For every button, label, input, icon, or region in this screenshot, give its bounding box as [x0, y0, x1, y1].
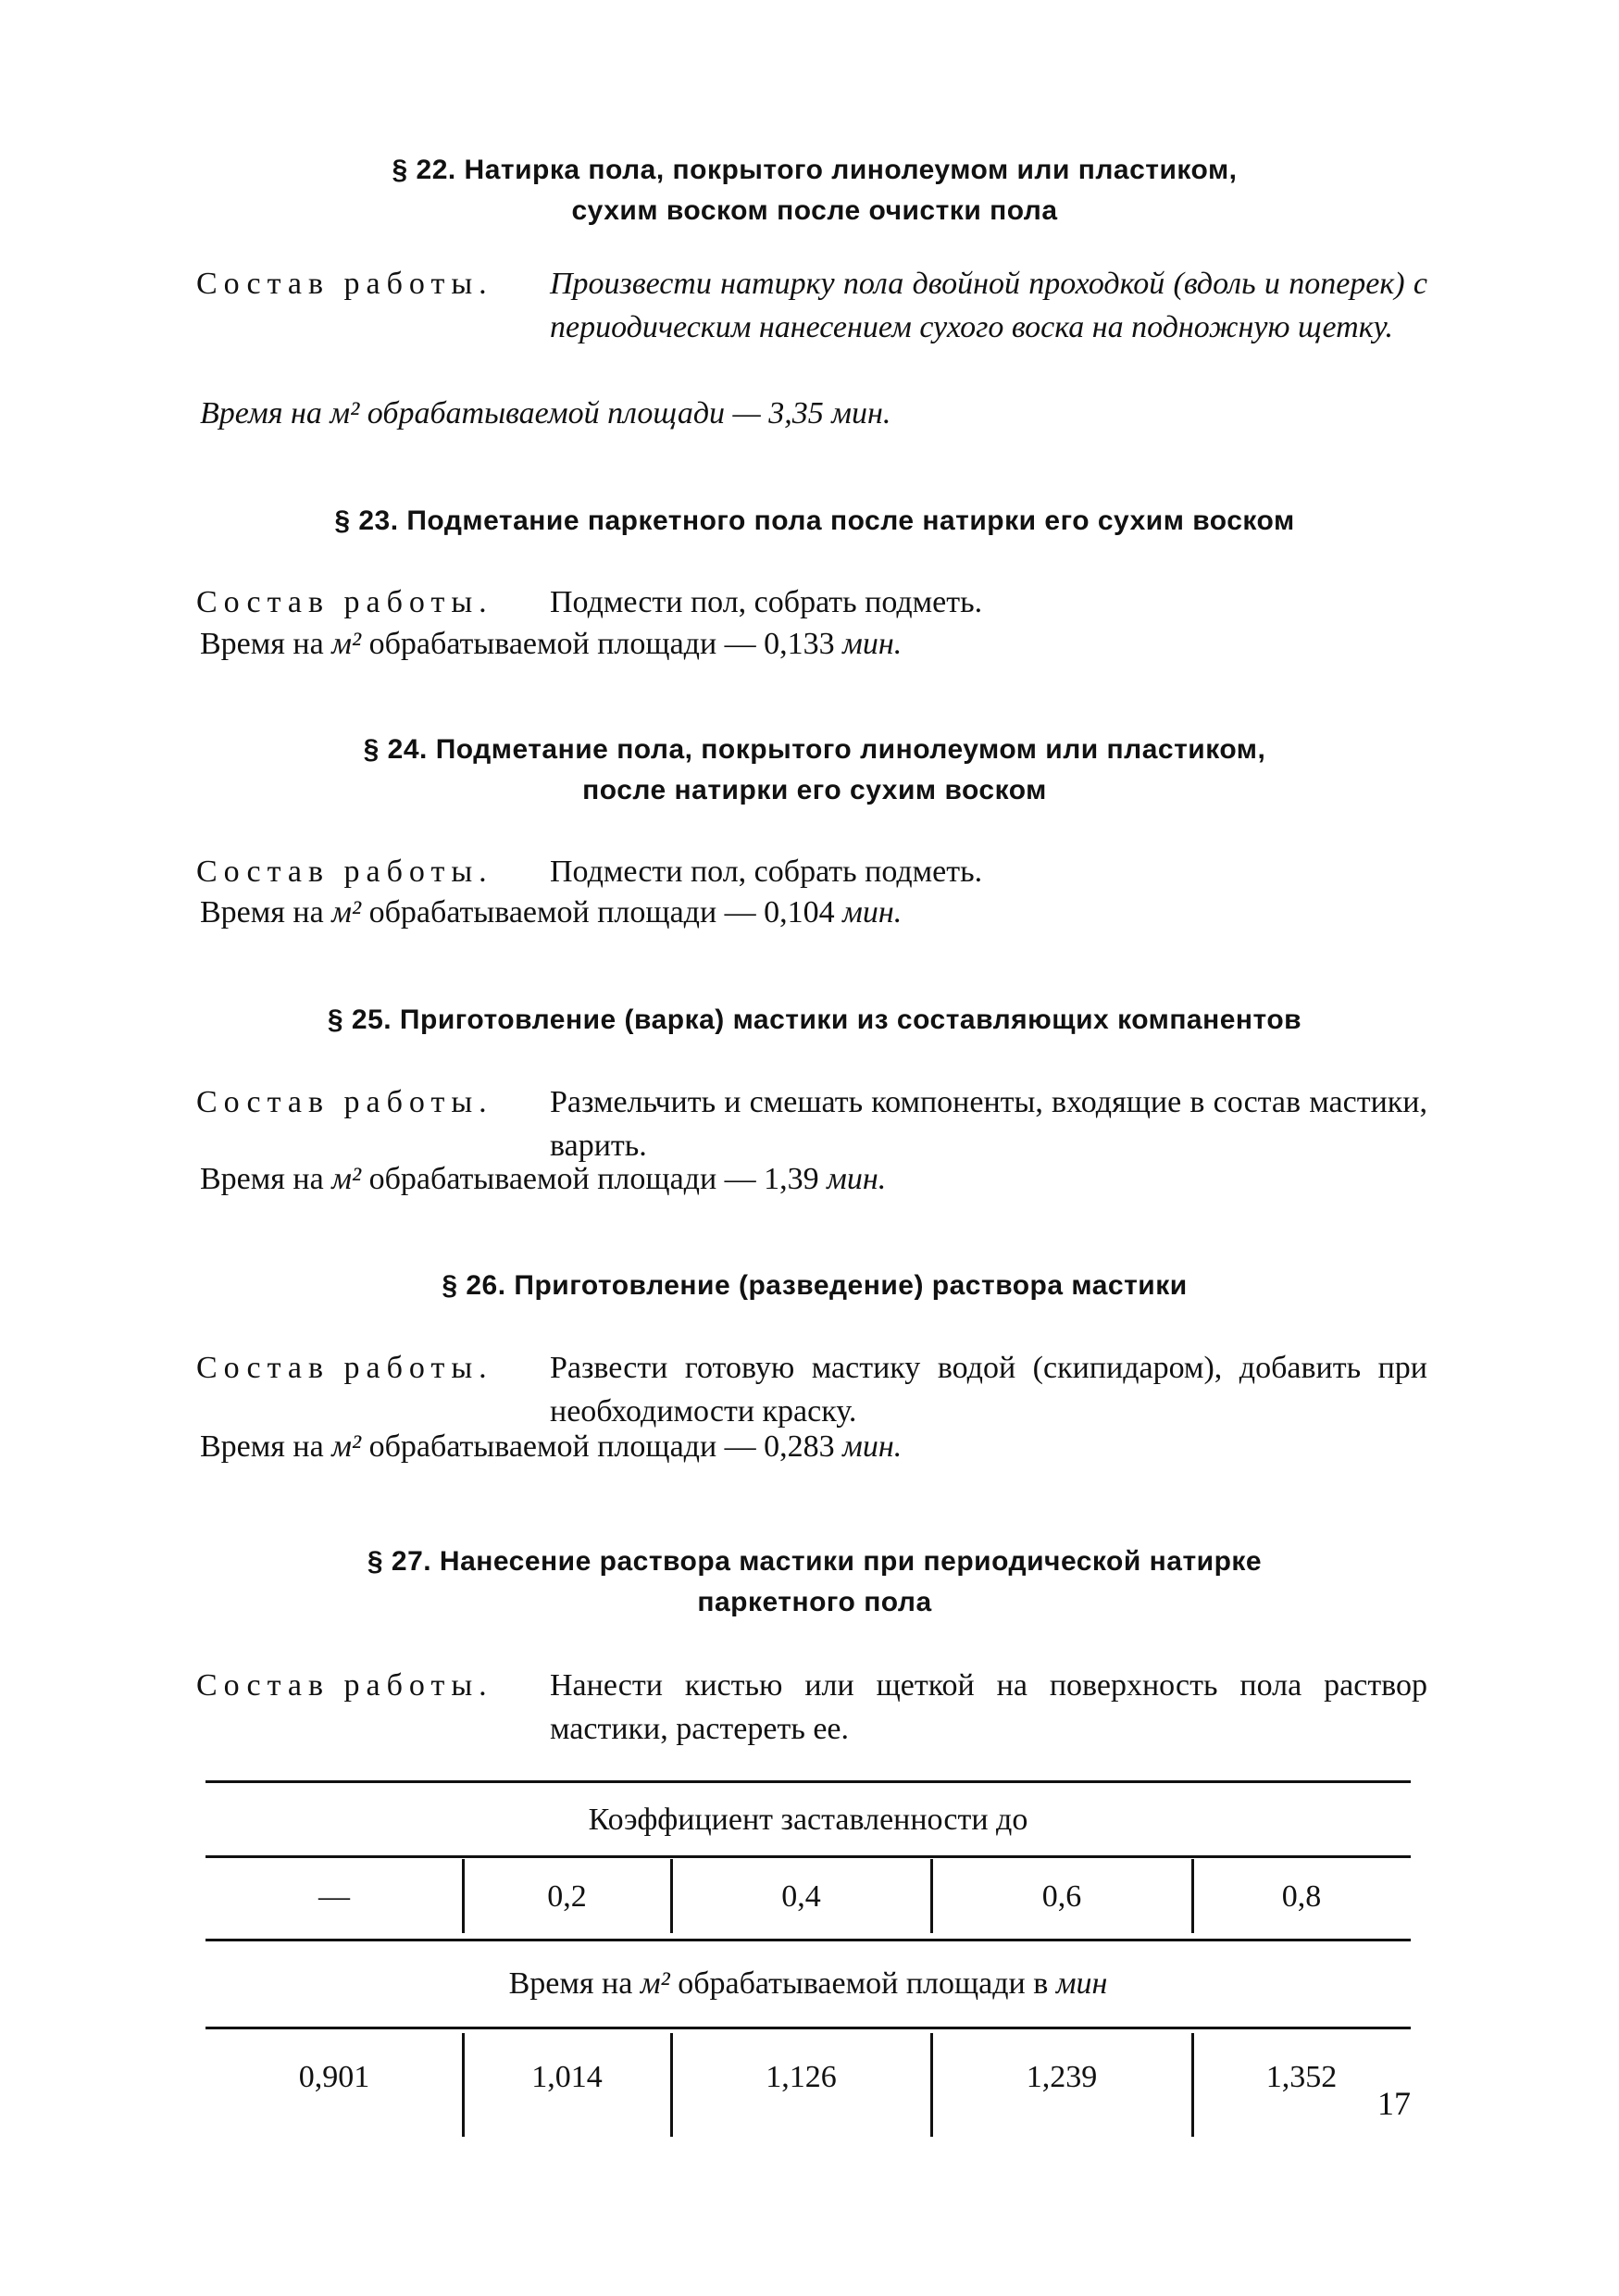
time-value: обрабатываемой площади — 1,39: [368, 1162, 819, 1196]
time-unit: м²: [331, 1429, 362, 1464]
section-26-work: [196, 1346, 1427, 1433]
section-23-time: [200, 624, 902, 665]
section-title-line: § 27. Нанесение раствора мастики при периодической натирке: [367, 1546, 1263, 1577]
time-unit: м²: [331, 627, 362, 661]
work-label: Состав работы.: [196, 1668, 493, 1703]
time-suffix: мин.: [842, 627, 903, 661]
time-cell: 0,901: [298, 2060, 370, 2094]
section-title-line: паркетного пола: [697, 1587, 932, 1617]
section-27-title: [157, 1541, 1472, 1623]
table-column-divider: [462, 2033, 465, 2137]
time-text: обрабатываемой площади в: [678, 1966, 1049, 2001]
time-prefix: Время на: [200, 1162, 324, 1196]
time-value: обрабатываемой площади — 0,133: [368, 627, 835, 661]
time-value: обрабатываемой площади — 0,104: [368, 895, 835, 930]
work-label: Состав работы.: [196, 1085, 493, 1119]
section-25-title: [157, 1000, 1472, 1041]
section-24-title: [157, 730, 1472, 811]
work-label: Состав работы.: [196, 267, 493, 301]
time-unit: м²: [640, 1966, 670, 2001]
section-27-work: [196, 1664, 1427, 1751]
work-label: Состав работы.: [196, 585, 493, 619]
table-column-divider: [1191, 2033, 1194, 2137]
section-title-line: § 26. Приготовление (разведение) раствора мастики: [442, 1270, 1188, 1301]
section-title-line: § 25. Приготовление (варка) мастики из составляющих компанентов: [327, 1004, 1302, 1035]
time-suffix: мин.: [842, 895, 903, 930]
coefficient-cell: 0,8: [1281, 1879, 1322, 1914]
work-text: Подмести пол, собрать подметь.: [550, 585, 983, 619]
section-23-title: [157, 501, 1472, 542]
time-suffix: мин.: [827, 1162, 887, 1196]
time-unit: м²: [330, 396, 360, 430]
table-rule: [205, 2027, 1411, 2029]
table-column-divider: [462, 1859, 465, 1933]
time-prefix: Время на: [200, 627, 324, 661]
table-rule: [205, 1939, 1411, 1941]
time-prefix: Время на: [508, 1966, 633, 2001]
section-22-title: [157, 150, 1472, 231]
section-24-work: [196, 850, 1427, 893]
time-value: обрабатываемой площади — 3,35: [367, 396, 824, 430]
page-number: 17: [1377, 2085, 1411, 2122]
time-suffix: мин.: [831, 396, 891, 430]
section-25-work: [196, 1080, 1427, 1167]
time-value: обрабатываемой площади — 0,283: [368, 1429, 835, 1464]
work-text: Подмести пол, собрать подметь.: [550, 855, 983, 889]
work-text: Развести готовую мастику водой (скипидаром), добавить при необходимости краску.: [550, 1351, 1427, 1429]
section-title-line: § 23. Подметание паркетного пола после натирки его сухим воском: [334, 505, 1295, 536]
table-header-coefficient: Коэффициент заставленности до: [588, 1803, 1028, 1837]
table-column-divider: [930, 1859, 933, 1933]
work-text: Нанести кистью или щеткой на поверхность пола раствор мастики, растереть ее.: [550, 1668, 1427, 1746]
section-24-time: [200, 892, 902, 933]
time-cell: 1,126: [766, 2060, 837, 2094]
time-cell: 1,352: [1265, 2060, 1338, 2094]
coefficient-cell: 0,6: [1041, 1879, 1082, 1914]
section-22-work: [196, 262, 1427, 349]
section-25-time: [200, 1159, 886, 1200]
time-prefix: Время на: [200, 895, 324, 930]
table-column-divider: [670, 2033, 673, 2137]
table-column-divider: [670, 1859, 673, 1933]
time-unit: м²: [331, 895, 362, 930]
section-26-time: [200, 1427, 902, 1467]
table-header-time: [205, 1964, 1411, 2004]
time-cell: 1,239: [1026, 2060, 1098, 2094]
time-cell: 1,014: [531, 2060, 603, 2094]
section-22-time: [200, 393, 890, 434]
coefficient-cell: 0,4: [781, 1879, 821, 1914]
section-title-line: после натирки его сухим воском: [582, 775, 1047, 805]
table-column-divider: [930, 2033, 933, 2137]
section-26-title: [157, 1266, 1472, 1306]
time-prefix: Время на: [200, 1429, 324, 1464]
section-title-line: сухим воском после очистки пола: [571, 195, 1058, 226]
table-rule: [205, 1780, 1411, 1783]
time-prefix: Время на: [200, 396, 322, 430]
time-suffix: мин: [1055, 1966, 1108, 2001]
time-unit: м²: [331, 1162, 362, 1196]
time-suffix: мин.: [842, 1429, 903, 1464]
table-rule: [205, 1855, 1411, 1858]
work-label: Состав работы.: [196, 855, 493, 889]
work-text: Размельчить и смешать компоненты, входящие в состав мастики, варить.: [550, 1085, 1427, 1163]
section-title-line: § 22. Натирка пола, покрытого линолеумом или пластиком,: [392, 155, 1238, 185]
work-text: Произвести натирку пола двойной проходкой (вдоль и поперек) с периодическим нанесением сухого воска на подножную щетку.: [550, 267, 1427, 344]
section-23-work: [196, 580, 1427, 624]
section-title-line: § 24. Подметание пола, покрытого линолеумом или пластиком,: [363, 734, 1266, 765]
coefficient-cell: 0,2: [547, 1879, 587, 1914]
coefficient-cell: —: [318, 1879, 350, 1914]
work-label: Состав работы.: [196, 1351, 493, 1385]
table-column-divider: [1191, 1859, 1194, 1933]
